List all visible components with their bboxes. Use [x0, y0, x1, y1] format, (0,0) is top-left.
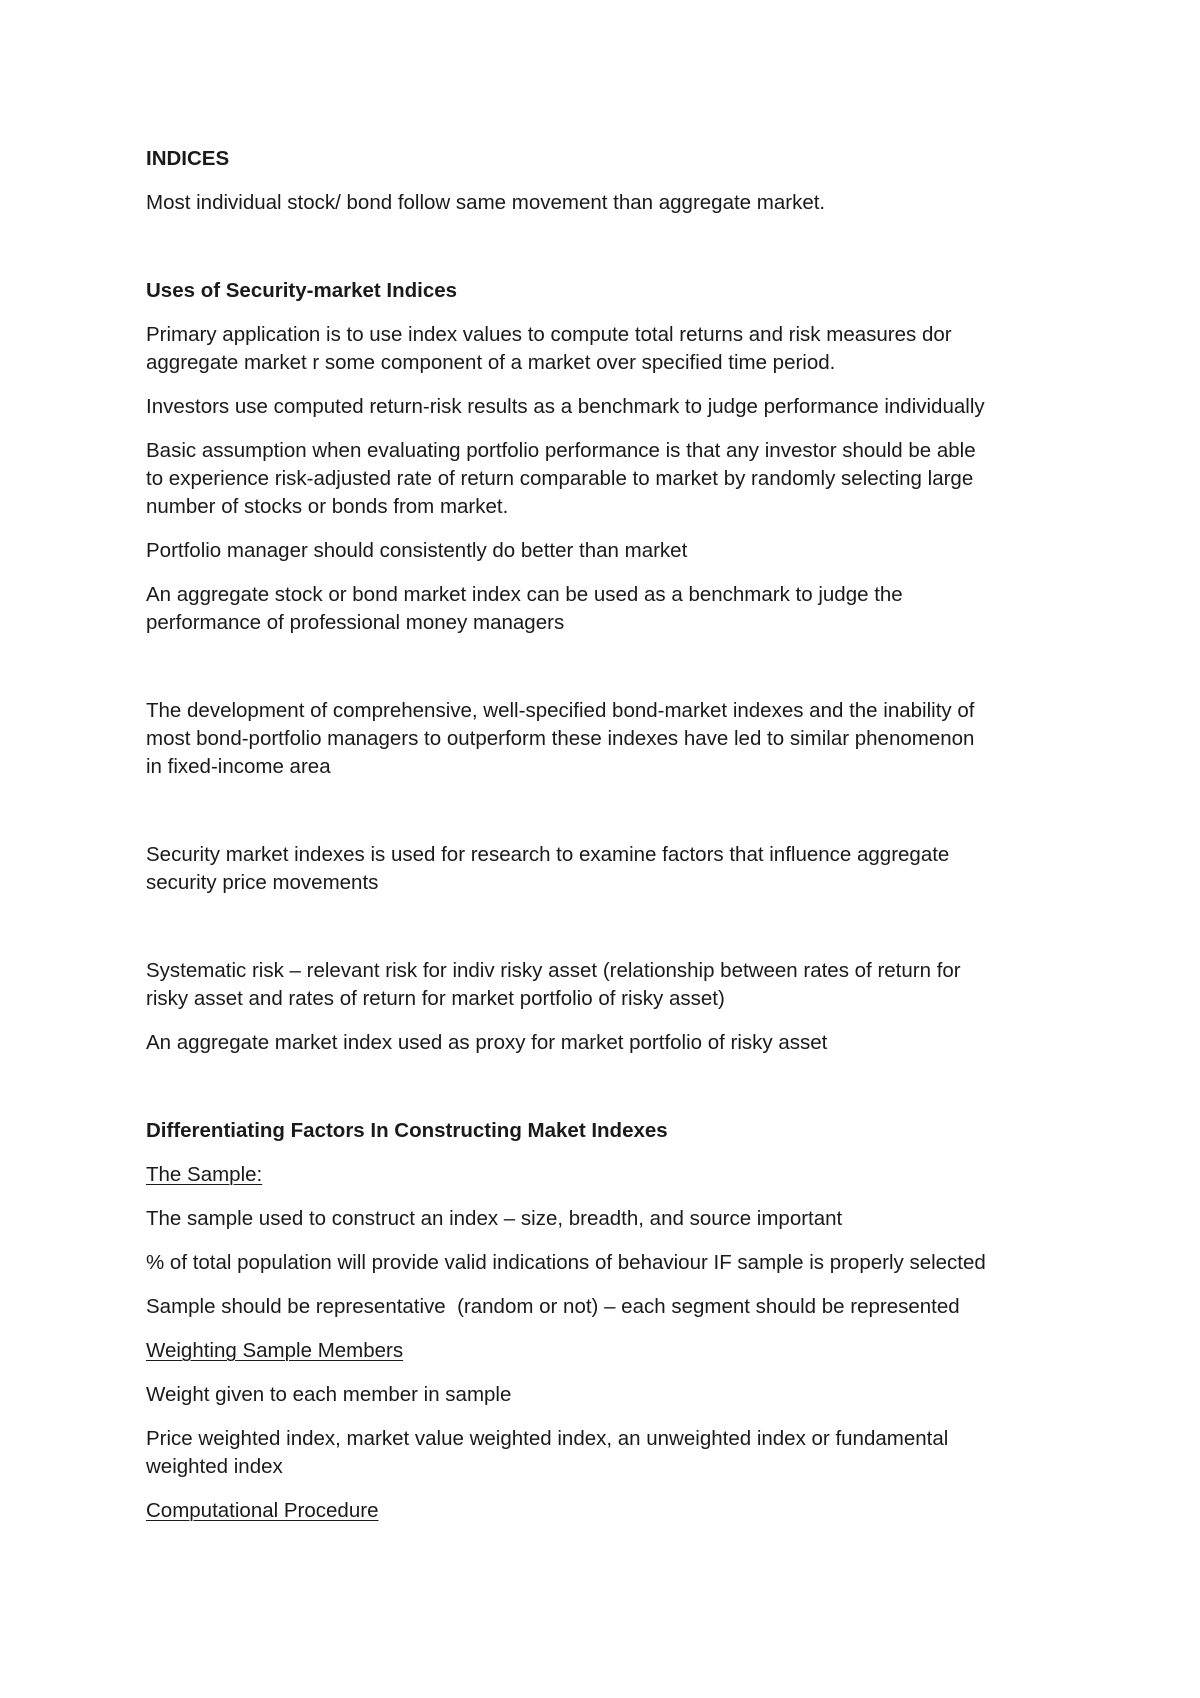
section-heading-uses: Uses of Security-market Indices [146, 279, 458, 302]
paragraph-line: Price weighted index, market value weighted index, an unweighted index or fundamental [146, 1427, 949, 1450]
paragraph-line: Investors use computed return-risk results as a benchmark to judge performance individually [146, 395, 985, 418]
paragraph-line: The sample used to construct an index – size, breadth, and source important [146, 1207, 843, 1230]
paragraph-line: Basic assumption when evaluating portfolio performance is that any investor should be able [146, 439, 976, 462]
paragraph-line: weighted index [146, 1455, 283, 1478]
subheading-computational: Computational Procedure [146, 1499, 379, 1522]
paragraph-line: most bond-portfolio managers to outperform these indexes have led to similar phenomenon [146, 727, 975, 750]
intro-line: Most individual stock/ bond follow same movement than aggregate market. [146, 191, 826, 214]
paragraph-line: % of total population will provide valid indications of behaviour IF sample is properly selected [146, 1251, 986, 1274]
paragraph-line: Sample should be representative (random or not) – each segment should be represented [146, 1295, 960, 1318]
paragraph-line: security price movements [146, 871, 379, 894]
paragraph-line: An aggregate market index used as proxy for market portfolio of risky asset [146, 1031, 828, 1054]
paragraph-line: performance of professional money managers [146, 611, 565, 634]
paragraph-line: The development of comprehensive, well-specified bond-market indexes and the inability of [146, 699, 975, 722]
section-heading-factors: Differentiating Factors In Constructing Maket Indexes [146, 1119, 668, 1142]
paragraph-line: Weight given to each member in sample [146, 1383, 512, 1406]
paragraph-line: to experience risk-adjusted rate of return comparable to market by randomly selecting large [146, 467, 974, 490]
paragraph-line: Portfolio manager should consistently do better than market [146, 539, 688, 562]
paragraph-line: aggregate market r some component of a market over specified time period. [146, 351, 836, 374]
document-title: INDICES [146, 147, 230, 170]
paragraph-line: Systematic risk – relevant risk for indiv risky asset (relationship between rates of return for [146, 959, 961, 982]
paragraph-line: number of stocks or bonds from market. [146, 495, 509, 518]
paragraph-line: risky asset and rates of return for market portfolio of risky asset) [146, 987, 725, 1010]
paragraph-line: Security market indexes is used for research to examine factors that influence aggregate [146, 843, 950, 866]
subheading-sample: The Sample: [146, 1163, 263, 1186]
paragraph-line: in fixed-income area [146, 755, 331, 778]
paragraph-line: Primary application is to use index values to compute total returns and risk measures dor [146, 323, 952, 346]
paragraph-line: An aggregate stock or bond market index can be used as a benchmark to judge the [146, 583, 903, 606]
subheading-weighting: Weighting Sample Members [146, 1339, 404, 1362]
